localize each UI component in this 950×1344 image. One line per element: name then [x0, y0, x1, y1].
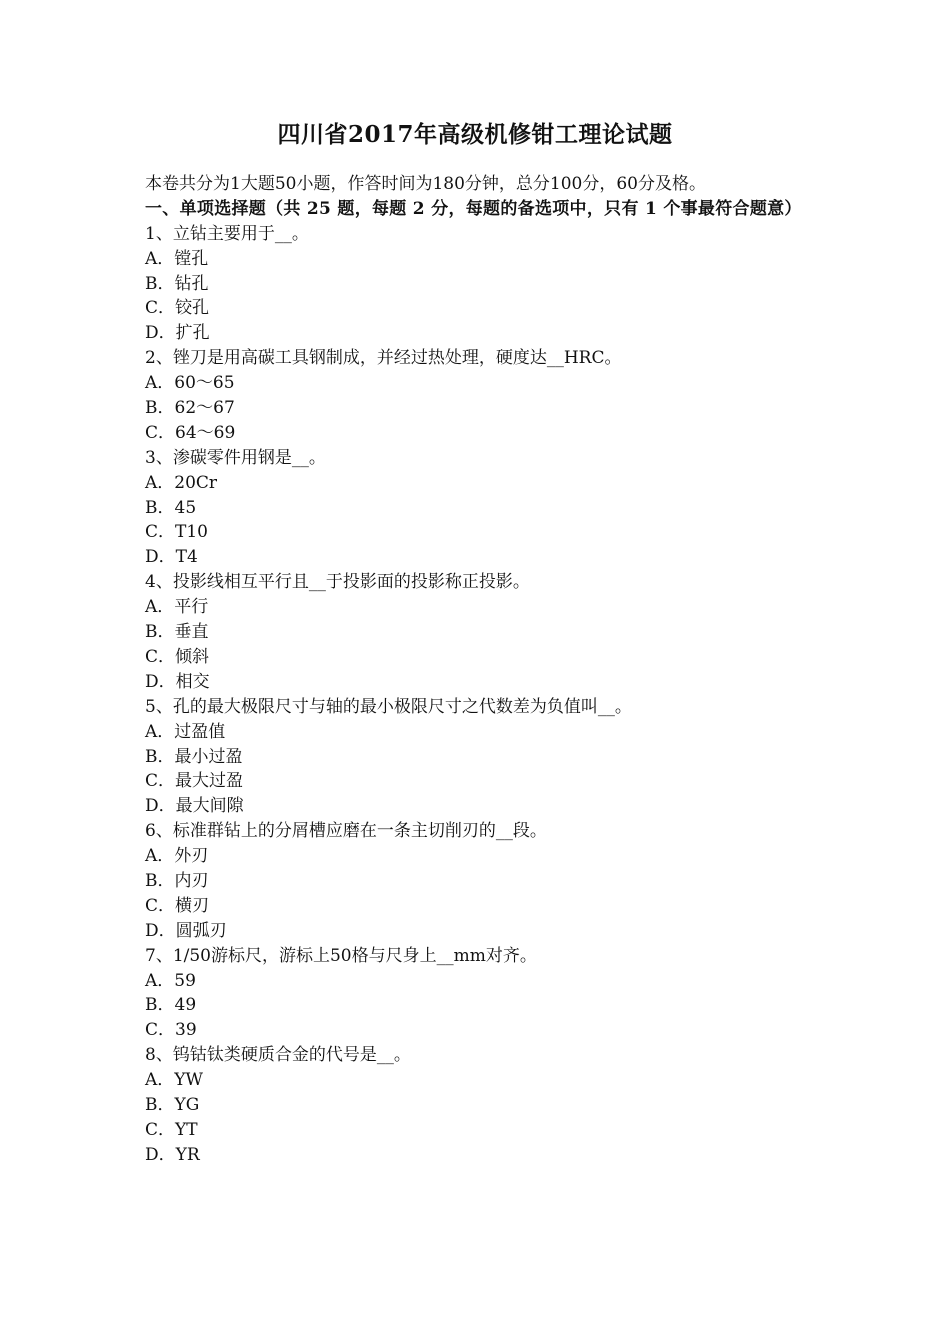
option-letter: C． [145, 771, 176, 792]
exam-intro: 本卷共分为1大题50小题，作答时间为180分钟，总分100分，60分及格。 [145, 174, 706, 194]
answer-option [145, 620, 815, 645]
option-text: 相交 [175, 671, 210, 692]
answer-option [145, 720, 815, 745]
answer-option [145, 321, 815, 346]
option-text: 内刃 [174, 870, 209, 891]
option-letter: A． [145, 248, 175, 269]
option-letter: A． [145, 597, 175, 618]
option-letter: D． [145, 671, 176, 692]
option-letter: D． [145, 796, 176, 817]
document-body [145, 172, 815, 1168]
option-text: 39 [175, 1020, 197, 1041]
option-letter: B． [145, 995, 175, 1016]
question-stem: 2、锉刀是用高碳工具钢制成，并经过热处理，硬度达__HRC。 [145, 348, 622, 369]
question-stem: 7、1/50游标尺，游标上50格与尺身上__mm对齐。 [145, 945, 537, 966]
option-letter: C． [145, 895, 176, 916]
option-letter: C． [145, 1020, 176, 1041]
option-letter: B． [145, 746, 175, 767]
option-letter: C． [145, 422, 176, 443]
option-text: T4 [175, 547, 198, 568]
option-text: 60～65 [174, 373, 235, 394]
question-stem: 5、孔的最大极限尺寸与轴的最小极限尺寸之代数差为负值叫__。 [145, 696, 632, 717]
page-title: 四川省2017年高级机修钳工理论试题 [277, 121, 673, 148]
option-text: 扩孔 [175, 323, 210, 344]
answer-option [145, 1068, 815, 1093]
option-letter: B． [145, 398, 175, 419]
question-list [145, 222, 815, 1168]
option-text: 59 [174, 970, 196, 991]
answer-option [145, 794, 815, 819]
question-stem: 4、投影线相互平行且__于投影面的投影称正投影。 [145, 572, 530, 593]
answer-option [145, 769, 815, 794]
answer-option [145, 272, 815, 297]
question-stem: 1、立钻主要用于__。 [145, 223, 309, 244]
answer-option [145, 1093, 815, 1118]
answer-option [145, 296, 815, 321]
option-text: 镗孔 [174, 248, 209, 269]
option-letter: D． [145, 323, 176, 344]
option-letter: A． [145, 970, 175, 991]
answer-option [145, 595, 815, 620]
option-letter: D． [145, 920, 176, 941]
answer-option [145, 844, 815, 869]
option-text: 最大间隙 [175, 796, 244, 817]
option-letter: B． [145, 273, 175, 294]
option-letter: A． [145, 846, 175, 867]
answer-option [145, 1143, 815, 1168]
option-text: 最小过盈 [174, 746, 243, 767]
answer-option [145, 421, 815, 446]
answer-option [145, 496, 815, 521]
option-text: 钻孔 [174, 273, 209, 294]
option-text: YT [175, 1119, 198, 1140]
answer-option [145, 919, 815, 944]
answer-option [145, 869, 815, 894]
option-letter: A． [145, 1070, 175, 1091]
option-text: 45 [174, 497, 197, 518]
option-text: 最大过盈 [175, 771, 244, 792]
answer-option [145, 471, 815, 496]
option-letter: B． [145, 1094, 175, 1115]
question-stem: 8、钨钴钛类硬质合金的代号是__。 [145, 1045, 411, 1066]
option-letter: C． [145, 298, 176, 319]
answer-option [145, 396, 815, 421]
option-text: 62～67 [174, 398, 235, 419]
option-text: 平行 [174, 597, 209, 618]
option-letter: B． [145, 497, 175, 518]
option-text: 外刃 [174, 846, 209, 867]
option-text: T10 [175, 522, 208, 543]
option-text: 倾斜 [175, 646, 210, 667]
option-letter: A． [145, 721, 175, 742]
answer-option [145, 894, 815, 919]
answer-option [145, 520, 815, 545]
section-heading: 一、单项选择题（共 25 题，每题 2 分，每题的备选项中，只有 1 个事最符合题意） [145, 198, 802, 219]
option-letter: D． [145, 547, 176, 568]
answer-option [145, 1018, 815, 1043]
option-text: 横刃 [175, 895, 210, 916]
option-letter: C． [145, 646, 176, 667]
answer-option [145, 545, 815, 570]
option-text: 圆弧刃 [175, 920, 227, 941]
option-text: YR [175, 1144, 200, 1165]
option-text: YG [174, 1094, 200, 1115]
question-stem: 6、标准群钻上的分屑槽应磨在一条主切削刃的__段。 [145, 821, 547, 842]
option-text: 垂直 [174, 622, 209, 643]
option-text: YW [174, 1070, 203, 1091]
option-letter: B． [145, 870, 175, 891]
answer-option [145, 247, 815, 272]
option-letter: A． [145, 373, 175, 394]
option-text: 过盈值 [174, 721, 226, 742]
answer-option [145, 969, 815, 994]
option-text: 20Cr [174, 472, 218, 493]
option-text: 64～69 [175, 422, 236, 443]
option-letter: C． [145, 1119, 176, 1140]
answer-option [145, 1118, 815, 1143]
option-letter: A． [145, 472, 175, 493]
answer-option [145, 993, 815, 1018]
option-text: 铰孔 [175, 298, 210, 319]
option-letter: B． [145, 622, 175, 643]
answer-option [145, 371, 815, 396]
option-letter: D． [145, 1144, 176, 1165]
answer-option [145, 645, 815, 670]
answer-option [145, 745, 815, 770]
answer-option [145, 670, 815, 695]
option-letter: C． [145, 522, 176, 543]
option-text: 49 [174, 995, 197, 1016]
question-stem: 3、渗碳零件用钢是__。 [145, 447, 326, 468]
